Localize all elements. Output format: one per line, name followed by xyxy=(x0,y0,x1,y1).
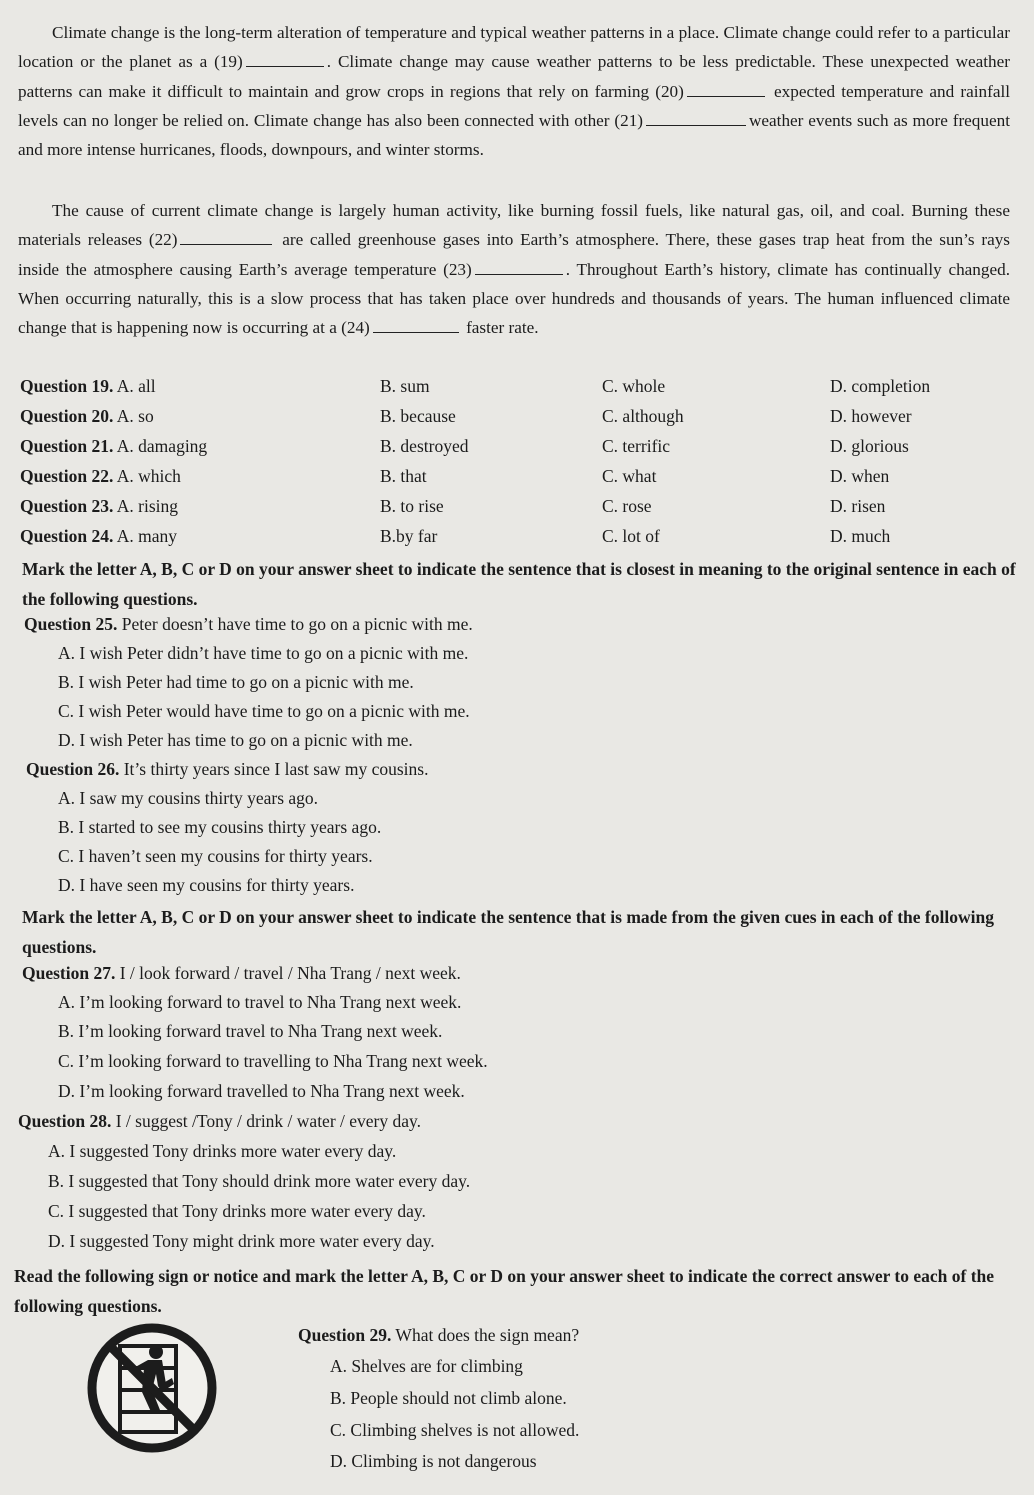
option-d: D. glorious xyxy=(830,436,909,456)
option-d: D. much xyxy=(830,526,891,546)
blank-24 xyxy=(373,318,459,333)
option-a: A. many xyxy=(116,526,178,546)
q26-option-a: A. I saw my cousins thirty years ago. xyxy=(58,788,319,808)
option-c: C. terrific xyxy=(602,436,671,456)
option-d: D. completion xyxy=(830,376,931,396)
para2-part1: The cause of current climate change is largely human activity, like burning fossil fuels, like natural gas, oil, and coal. Burning these materials releases (22) xyxy=(18,201,1010,250)
passage-paragraph-1 xyxy=(18,18,1010,164)
question-28 xyxy=(18,1111,421,1132)
question-number: Question 20. xyxy=(20,406,114,426)
q28-option-d: D. I suggested Tony might drink more water every day. xyxy=(48,1231,435,1251)
option-a: A. so xyxy=(116,406,154,426)
option-d: D. risen xyxy=(830,496,886,516)
blank-23 xyxy=(475,260,563,275)
q29-option-d: D. Climbing is not dangerous xyxy=(330,1451,537,1471)
para2-part3: . Throughout Earth’s history, climate has continually changed. When occurring naturally, this is a slow process that has taken place over hundreds and thousands of years. The human influenced climate change that is happening now is occurring at a (24) xyxy=(18,259,1010,338)
question-number: Question 23. xyxy=(20,496,114,516)
question-29 xyxy=(298,1325,579,1346)
option-d: D. however xyxy=(830,406,912,426)
question-text: Peter doesn’t have time to go on a picnic with me. xyxy=(121,614,473,634)
q27-option-b: B. I’m looking forward travel to Nha Trang next week. xyxy=(58,1021,443,1041)
option-a: A. which xyxy=(116,466,181,486)
para1-part2: . Climate change may cause weather patterns to be less predictable. These unexpected weather patterns can make it difficult to maintain and grow crops in regions that rely on farming (20) xyxy=(18,52,1010,101)
question-number: Question 24. xyxy=(20,526,114,546)
para2-part4: faster rate. xyxy=(466,318,539,338)
cloze-row-22 xyxy=(20,466,1020,496)
question-25 xyxy=(24,614,473,635)
instruction-sign-notice: Read the following sign or notice and mark the letter A, B, C or D on your answer sheet to indicate the correct answer to each of the following questions. xyxy=(14,1266,995,1316)
option-a: A. damaging xyxy=(116,436,208,456)
option-b: B. sum xyxy=(380,376,430,396)
q29-option-b: B. People should not climb alone. xyxy=(330,1388,567,1408)
para2-part2: are called greenhouse gases into Earth’s atmosphere. There, these gases trap heat from the sun’s rays inside the atmosphere causing Earth’s average temperature (23) xyxy=(18,230,1010,279)
q28-option-a: A. I suggested Tony drinks more water every day. xyxy=(48,1141,397,1161)
option-d: D. when xyxy=(830,466,890,486)
question-text: I / suggest /Tony / drink / water / every day. xyxy=(115,1111,422,1131)
q25-option-b: B. I wish Peter had time to go on a picnic with me. xyxy=(58,672,414,692)
para1-part1: Climate change is the long-term alteration of temperature and typical weather patterns in a place. Climate change could refer to a particular location or the planet as a (19) xyxy=(18,23,1010,72)
instruction-given-cues: Mark the letter A, B, C or D on your answer sheet to indicate the sentence that is made from the given cues in each of the following questions. xyxy=(22,907,994,957)
option-c: C. rose xyxy=(602,496,652,516)
option-b: B. destroyed xyxy=(380,436,469,456)
cloze-row-21 xyxy=(20,436,1020,466)
passage-paragraph-2 xyxy=(18,196,1010,342)
cloze-row-20 xyxy=(20,406,1020,436)
option-b: B.by far xyxy=(380,526,438,546)
question-number: Question 27. xyxy=(22,963,116,983)
q26-option-c: C. I haven’t seen my cousins for thirty years. xyxy=(58,846,373,866)
blank-19 xyxy=(246,52,324,67)
option-c: C. lot of xyxy=(602,526,660,546)
q28-option-c: C. I suggested that Tony drinks more water every day. xyxy=(48,1201,426,1221)
blank-22 xyxy=(180,230,272,245)
option-c: C. although xyxy=(602,406,684,426)
question-text: It’s thirty years since I last saw my cousins. xyxy=(123,759,429,779)
cloze-row-19 xyxy=(20,376,1020,406)
option-a: A. rising xyxy=(116,496,179,516)
question-text: I / look forward / travel / Nha Trang / next week. xyxy=(119,963,461,983)
question-text: What does the sign mean? xyxy=(395,1325,580,1345)
blank-20 xyxy=(687,82,765,97)
option-c: C. whole xyxy=(602,376,666,396)
q27-option-c: C. I’m looking forward to travelling to Nha Trang next week. xyxy=(58,1051,488,1071)
question-26 xyxy=(26,759,428,780)
question-27 xyxy=(22,963,461,984)
option-b: B. that xyxy=(380,466,427,486)
blank-21 xyxy=(646,111,746,126)
cloze-row-24 xyxy=(20,526,1020,556)
q25-option-d: D. I wish Peter has time to go on a picnic with me. xyxy=(58,730,413,750)
question-number: Question 25. xyxy=(24,614,118,634)
q27-option-d: D. I’m looking forward travelled to Nha Trang next week. xyxy=(58,1081,465,1101)
q26-option-d: D. I have seen my cousins for thirty years. xyxy=(58,875,355,895)
q29-option-c: C. Climbing shelves is not allowed. xyxy=(330,1420,580,1440)
no-climbing-sign-icon xyxy=(86,1318,218,1458)
q27-option-a: A. I’m looking forward to travel to Nha Trang next week. xyxy=(58,992,462,1012)
option-b: B. to rise xyxy=(380,496,444,516)
question-number: Question 28. xyxy=(18,1111,112,1131)
question-number: Question 26. xyxy=(26,759,120,779)
option-a: A. all xyxy=(116,376,156,396)
question-number: Question 22. xyxy=(20,466,114,486)
question-number: Question 29. xyxy=(298,1325,392,1345)
option-c: C. what xyxy=(602,466,657,486)
q25-option-a: A. I wish Peter didn’t have time to go on a picnic with me. xyxy=(58,643,469,663)
para1-part3: expected temperature and rainfall levels can no longer be relied on. Climate change has also been connected with other (21) xyxy=(18,81,1010,130)
q26-option-b: B. I started to see my cousins thirty years ago. xyxy=(58,817,382,837)
question-number: Question 19. xyxy=(20,376,114,396)
para1-part4: weather events such as more frequent and more intense hurricanes, floods, downpours, and winter storms. xyxy=(18,110,1010,160)
question-number: Question 21. xyxy=(20,436,114,456)
cloze-row-23 xyxy=(20,496,1020,526)
q28-option-b: B. I suggested that Tony should drink more water every day. xyxy=(48,1171,471,1191)
q25-option-c: C. I wish Peter would have time to go on a picnic with me. xyxy=(58,701,470,721)
q29-option-a: A. Shelves are for climbing xyxy=(330,1356,523,1376)
option-b: B. because xyxy=(380,406,456,426)
instruction-closest-meaning: Mark the letter A, B, C or D on your answer sheet to indicate the sentence that is closest in meaning to the original sentence in each of the following questions. xyxy=(22,559,1016,609)
